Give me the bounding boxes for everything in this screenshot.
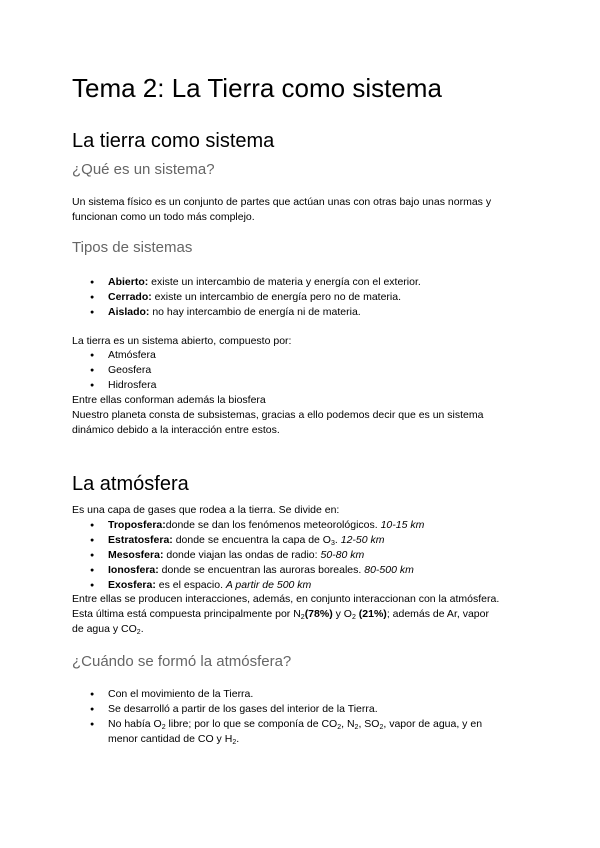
list-item: ● Abierto: existe un intercambio de materia y energía con el exterior. bbox=[108, 275, 421, 290]
list-item: ● Se desarrolló a partir de los gases del interior de la Tierra. bbox=[108, 702, 378, 717]
document-title: Tema 2: La Tierra como sistema bbox=[72, 73, 442, 103]
composition-line-1: Esta última está compuesta principalmente por $N_2(78\%)$ y $O_2$ (21%); además de Ar, vapor bbox=[72, 608, 489, 621]
subheading-tipos-sistemas: Tipos de sistemas bbox=[72, 239, 193, 256]
earth-intro: La tierra es un sistema abierto, compuesto por: bbox=[72, 335, 292, 347]
definition-line-1: Un sistema físico es un conjunto de partes que actúan unas con otras bajo unas normas y bbox=[72, 196, 492, 208]
section-heading-atmosfera: La atmósfera bbox=[72, 473, 189, 495]
list-item: ● Geosfera bbox=[108, 363, 151, 378]
section-heading-tierra-sistema: La tierra como sistema bbox=[72, 130, 275, 152]
list-item: ● Ionosfera: donde se encuentran las auroras boreales. 80-500 km bbox=[108, 563, 414, 578]
list-item: ● Estratosfera: donde se encuentra la capa de $O_3$. 12-50 km bbox=[108, 533, 385, 548]
subheading-que-es-sistema: ¿Qué es un sistema? bbox=[72, 161, 215, 178]
nohabia-line-2: menor cantidad de CO y $H_2$. bbox=[108, 733, 240, 746]
interactions-line: Entre ellas se producen interacciones, además, en conjunto interaccionan con la atmósfera. bbox=[72, 593, 500, 605]
list-item: ● Troposfera:donde se dan los fenómenos meteorológicos. 10-15 km bbox=[108, 518, 424, 533]
list-item: ● Aislado: no hay intercambio de energía ni de materia. bbox=[108, 305, 361, 320]
list-item: ● Cerrado: existe un intercambio de energía pero no de materia. bbox=[108, 290, 401, 305]
atmosphere-intro: Es una capa de gases que rodea a la tierra. Se divide en: bbox=[72, 504, 340, 516]
list-item: ● Hidrosfera bbox=[108, 378, 156, 393]
list-item: ● Exosfera: es el espacio. A partir de 500 km bbox=[108, 578, 311, 593]
biosfera-line: Entre ellas conforman además la biosfera bbox=[72, 394, 266, 406]
list-item: ● Con el movimiento de la Tierra. bbox=[108, 687, 253, 702]
list-item: ● No había $O_2$ libre; por lo que se componía de $CO_2$, $N_2$, $SO_2$, vapor de agua, y en bbox=[108, 717, 482, 732]
list-item: ● Atmósfera bbox=[108, 348, 156, 363]
subsystems-line-1: Nuestro planeta consta de subsistemas, gracias a ello podemos decir que es un sistema bbox=[72, 409, 484, 421]
composition-line-2: de agua y $CO_2$. bbox=[72, 623, 144, 636]
list-item: ● Mesosfera: donde viajan las ondas de radio: 50-80 km bbox=[108, 548, 364, 563]
subsystems-line-2: dinámico debido a la interacción entre estos. bbox=[72, 424, 280, 436]
subheading-cuando-formo: ¿Cuándo se formó la atmósfera? bbox=[72, 653, 292, 670]
definition-line-2: funcionan como un todo más complejo. bbox=[72, 211, 255, 223]
